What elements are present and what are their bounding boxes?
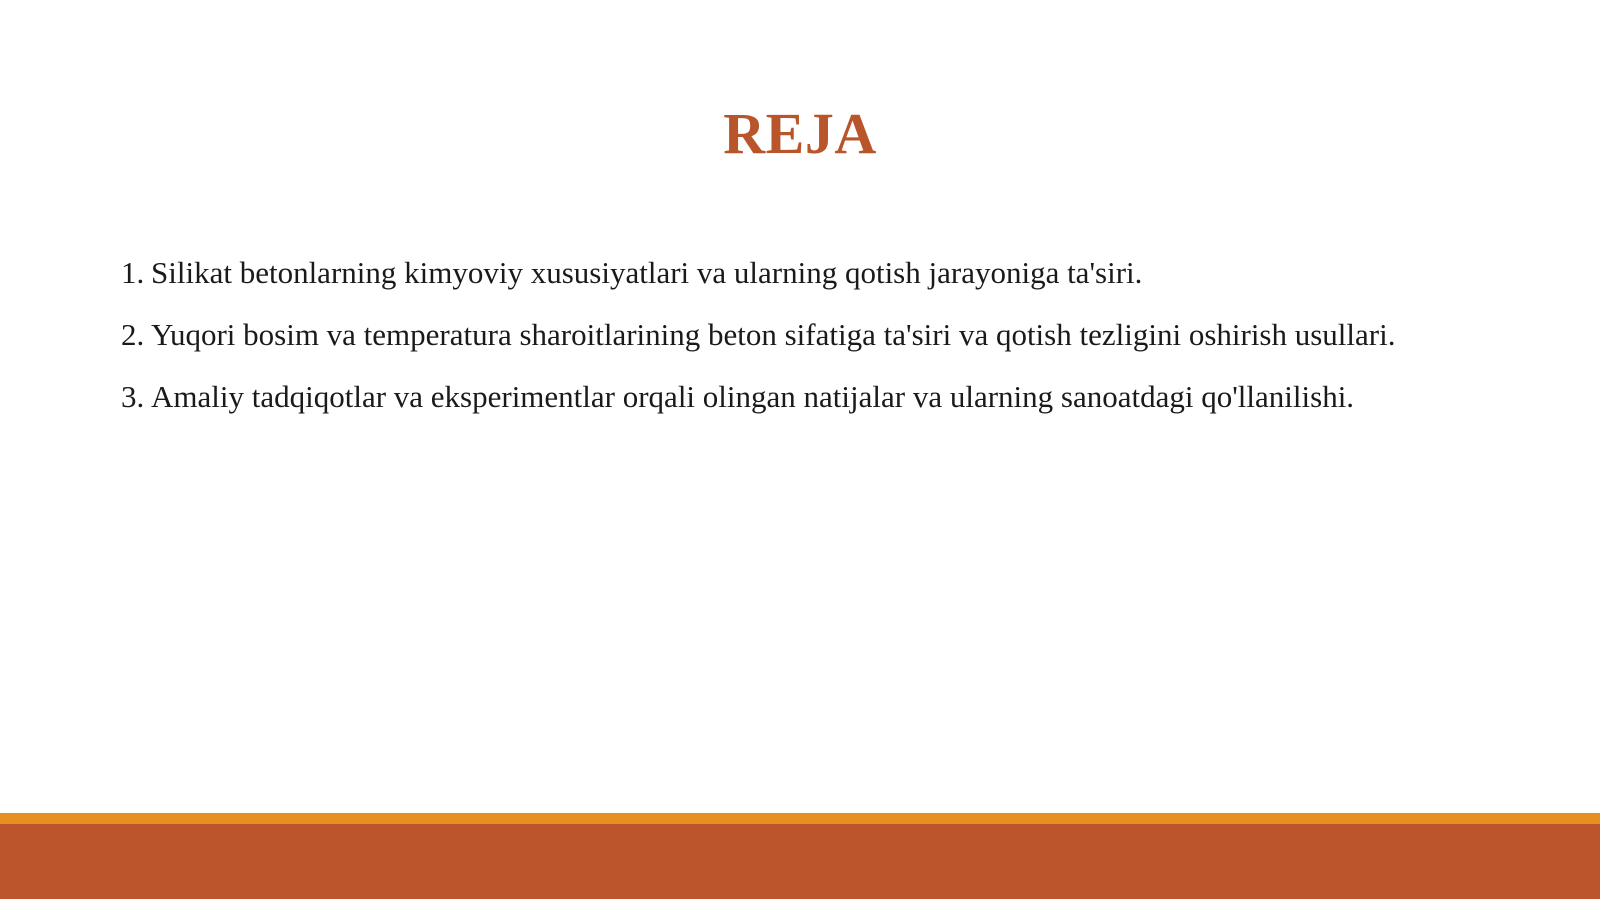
plan-list [121, 250, 1501, 436]
plan-item-text: Amaliy tadqiqotlar va eksperimentlar orqali olingan natijalar va ularning sanoatdagi qo'llanilishi. [151, 379, 1355, 414]
plan-item-1 [121, 250, 1501, 295]
footer-accent-line [0, 813, 1600, 824]
footer-bar [0, 824, 1600, 899]
plan-item-3 [121, 374, 1501, 419]
plan-item-number: 1. [121, 255, 145, 290]
plan-item-text: Silikat betonlarning kimyoviy xususiyatlari va ularning qotish jarayoniga ta'siri. [151, 255, 1143, 290]
plan-item-text: Yuqori bosim va temperatura sharoitlarining beton sifatiga ta'siri va qotish tezligini oshirish usullari. [151, 317, 1396, 352]
plan-item-number: 3. [121, 379, 145, 414]
slide-title: REJA [723, 101, 877, 166]
plan-item-2 [121, 312, 1501, 357]
plan-item-number: 2. [121, 317, 145, 352]
